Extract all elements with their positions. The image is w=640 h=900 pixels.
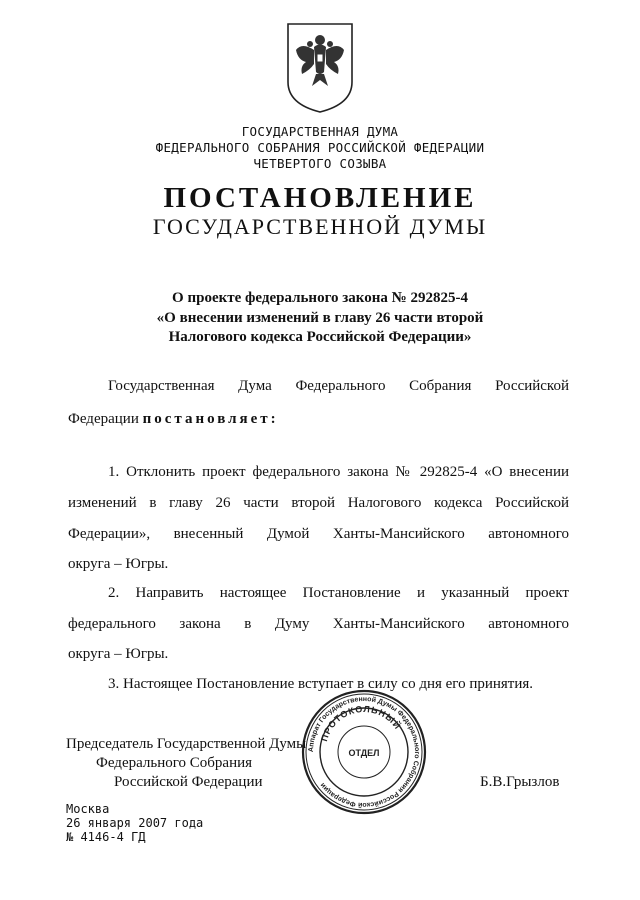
stamp-ring-text: Аппарат Государственной Думы Федерального Собрания Российской Федерации: [307, 695, 421, 809]
org-name-line-2: ФЕДЕРАЛЬНОГО СОБРАНИЯ РОССИЙСКОЙ ФЕДЕРАЦИИ: [155, 140, 485, 155]
signatory-title-line-1: Председатель Государственной Думы: [66, 736, 307, 752]
stamp-middle-text: ПРОТОКОЛЬНЫЙ: [319, 703, 404, 743]
subject-line-3: Налогового кодекса Российской Федерации»: [168, 329, 472, 345]
document-type-title: ПОСТАНОВЛЕНИЕ: [163, 182, 477, 214]
preamble-line-1: Государственная Дума Федерального Собрания Российской: [108, 378, 569, 394]
item-1-line-2: изменений в главу 26 части второй Налогового кодекса Российской: [68, 495, 569, 511]
item-1-line-4: округа – Югры.: [68, 556, 169, 572]
resolves-word: постановляет:: [142, 411, 279, 427]
preamble-line-2: [68, 411, 279, 428]
footer-number: № 4146-4 ГД: [66, 830, 146, 844]
item-2-line-1: 2. Направить настоящее Постановление и указанный проект: [108, 585, 569, 601]
subject-line-2: «О внесении изменений в главу 26 части второй: [156, 310, 484, 326]
stamp-center-text: ОТДЕЛ: [348, 748, 380, 758]
signatory-name: Б.В.Грызлов: [480, 774, 560, 790]
item-2-line-2: федерального закона в Думу Ханты-Мансийского автономного: [68, 616, 569, 632]
convocation-line: ЧЕТВЕРТОГО СОЗЫВА: [253, 156, 387, 171]
item-1-line-3: Федерации», внесенный Думой Ханты-Мансийского автономного: [68, 526, 569, 542]
signatory-title-line-3: Российской Федерации: [114, 774, 263, 790]
item-2-line-3: округа – Югры.: [68, 646, 169, 662]
item-3-line-1: 3. Настоящее Постановление вступает в силу со дня его принятия.: [108, 676, 534, 692]
document-type-subtitle: ГОСУДАРСТВЕННОЙ ДУМЫ: [152, 214, 488, 239]
footer-date: 26 января 2007 года: [66, 816, 204, 830]
protocol-department-stamp: [300, 688, 428, 816]
item-1-line-1: 1. Отклонить проект федерального закона № 292825-4 «О внесении: [108, 464, 569, 480]
footer-city: Москва: [66, 802, 110, 816]
coat-of-arms-emblem: [284, 20, 356, 114]
org-name-line-1: ГОСУДАРСТВЕННАЯ ДУМА: [241, 124, 399, 139]
signatory-title-line-2: Федерального Собрания: [96, 755, 253, 771]
preamble-prefix: Федерации: [68, 411, 139, 427]
subject-line-1: О проекте федерального закона № 292825-4: [172, 290, 468, 306]
